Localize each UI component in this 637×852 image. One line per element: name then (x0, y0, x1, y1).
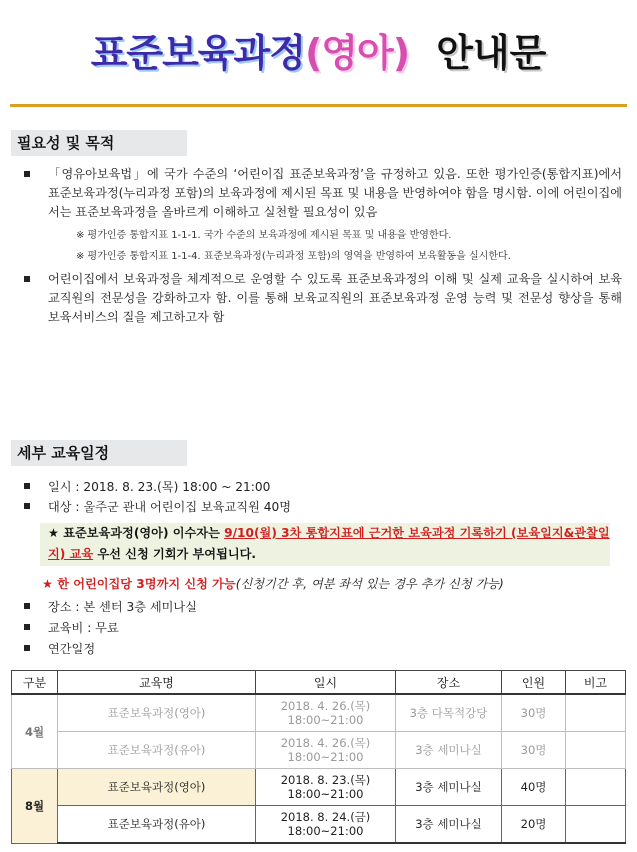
note-cell (566, 769, 626, 806)
note-2: ※ 평가인증 통합지표 1-1-4. 표준보육과정(누리과정 포함)의 영역을 반영하여 보육활동을 실시한다. (76, 251, 511, 262)
table-header-row (12, 671, 626, 695)
table-row (12, 694, 626, 732)
schedule-place: 장소 : 본 센터 3층 세미나실 (48, 600, 197, 614)
table-row (12, 769, 626, 806)
col-header: 장소 (396, 671, 502, 695)
course-cell: 표준보육과정(유아) (58, 806, 256, 844)
date-cell (256, 806, 396, 844)
notice-red: 9/10(월) 3차 통합지표에 근거한 보육과정 기록하기 (보육일지&관찰일지) 교육 (48, 526, 610, 561)
col-header: 구분 (12, 671, 58, 695)
note-1: ※ 평가인증 통합지표 1-1-1. 국가 수준의 보육과정에 제시된 목표 및 내용을 반영한다. (76, 230, 452, 241)
col-header: 일시 (256, 671, 396, 695)
date-line: 2018. 4. 26.(목) (280, 736, 371, 750)
date-line: 2018. 8. 23.(목) (280, 773, 371, 787)
list-item (22, 618, 622, 639)
place-cell: 3층 다목적강당 (396, 694, 502, 732)
square-bullet-icon (24, 171, 30, 177)
section-heading-schedule: 세부 교육일정 (11, 440, 187, 466)
list-item (22, 639, 622, 660)
schedule-fee: 교육비 : 무료 (48, 621, 119, 635)
time-line: 18:00~21:00 (287, 750, 364, 764)
star-icon: ★ (42, 577, 53, 591)
notice-post: 우선 신청 기회가 부여됩니다. (93, 547, 257, 561)
course-cell: 표준보육과정(영아) (58, 769, 256, 806)
limit-main: 한 어린이집당 3명까지 신청 가능 (57, 577, 236, 591)
time-line: 18:00~21:00 (287, 713, 364, 727)
schedule-annual: 연간일정 (48, 642, 96, 656)
date-cell (256, 769, 396, 806)
annual-schedule-table (11, 670, 626, 844)
col-header: 인원 (502, 671, 566, 695)
schedule-list (22, 477, 622, 517)
people-cell: 30명 (502, 694, 566, 732)
priority-notice (40, 523, 610, 566)
title-paren: (영아) (304, 31, 410, 75)
col-header: 비고 (566, 671, 626, 695)
list-item (22, 497, 622, 517)
place-cell: 3층 세미나실 (396, 732, 502, 769)
square-bullet-icon (24, 276, 30, 282)
square-bullet-icon (24, 645, 30, 651)
time-line: 18:00~21:00 (287, 787, 364, 801)
purpose-list (22, 165, 622, 327)
star-icon: ★ (48, 526, 59, 540)
date-cell (256, 732, 396, 769)
place-cell: 3층 세미나실 (396, 806, 502, 844)
title-main: 표준보육과정 (90, 31, 305, 75)
note-cell (566, 694, 626, 732)
list-item (22, 597, 622, 618)
time-line: 18:00~21:00 (287, 824, 364, 838)
list-item (22, 165, 622, 266)
purpose-text-1: 「영유아보육법」에 국가 수준의 ‘어린이집 표준보육과정’을 규정하고 있음. 또한 평가인증(통합지표)에서 표준보육과정(누리과정 포함)의 보육과정에 제시된 목표 및 내용을 반영하여야 함을 명시함. 이에 어린이집에서는 표준보육과정을 올바르게 이해하고 실천할 필요성이 있음 (48, 167, 623, 219)
limit-notice (42, 574, 504, 594)
notice-pre: 표준보육과정(영아) 이수자는 (63, 526, 225, 540)
people-cell: 30명 (502, 732, 566, 769)
list-item (22, 477, 622, 497)
date-cell (256, 694, 396, 732)
schedule-date: 일시 : 2018. 8. 23.(목) 18:00 ~ 21:00 (48, 480, 271, 494)
course-cell: 표준보육과정(유아) (58, 732, 256, 769)
square-bullet-icon (24, 624, 30, 630)
people-cell: 40명 (502, 769, 566, 806)
place-cell: 3층 세미나실 (396, 769, 502, 806)
note-cell (566, 806, 626, 844)
people-cell: 20명 (502, 806, 566, 844)
section-heading-purpose: 필요성 및 목적 (11, 130, 187, 156)
document-title (0, 22, 637, 92)
note-cell (566, 732, 626, 769)
course-cell: 표준보육과정(영아) (58, 694, 256, 732)
square-bullet-icon (24, 503, 30, 509)
date-line: 2018. 4. 26.(목) (280, 699, 371, 713)
schedule-list-2 (22, 597, 622, 660)
square-bullet-icon (24, 603, 30, 609)
schedule-target: 대상 : 울주군 관내 어린이집 보육교직원 40명 (48, 500, 292, 514)
title-sub: 안내문 (436, 31, 547, 75)
limit-paren: (신청기간 후, 여분 좌석 있는 경우 추가 신청 가능) (235, 577, 504, 591)
date-line: 2018. 8. 24.(금) (280, 810, 371, 824)
title-divider (10, 104, 627, 107)
list-item (22, 270, 622, 327)
purpose-text-2: 어린이집에서 보육과정을 체계적으로 운영할 수 있도록 표준보육과정의 이해 및 실제 교육을 실시하여 보육교직원의 전문성을 강화하고자 함. 이를 통해 보육교직원의 표준보육과정 운영 능력 및 전문성 향상을 통해 보육서비스의 질을 제고하고자 함 (48, 272, 622, 324)
col-header: 교육명 (58, 671, 256, 695)
month-cell: 8월 (12, 769, 58, 844)
month-cell: 4월 (12, 694, 58, 769)
square-bullet-icon (24, 483, 30, 489)
table-row (12, 806, 626, 844)
table-row (12, 732, 626, 769)
